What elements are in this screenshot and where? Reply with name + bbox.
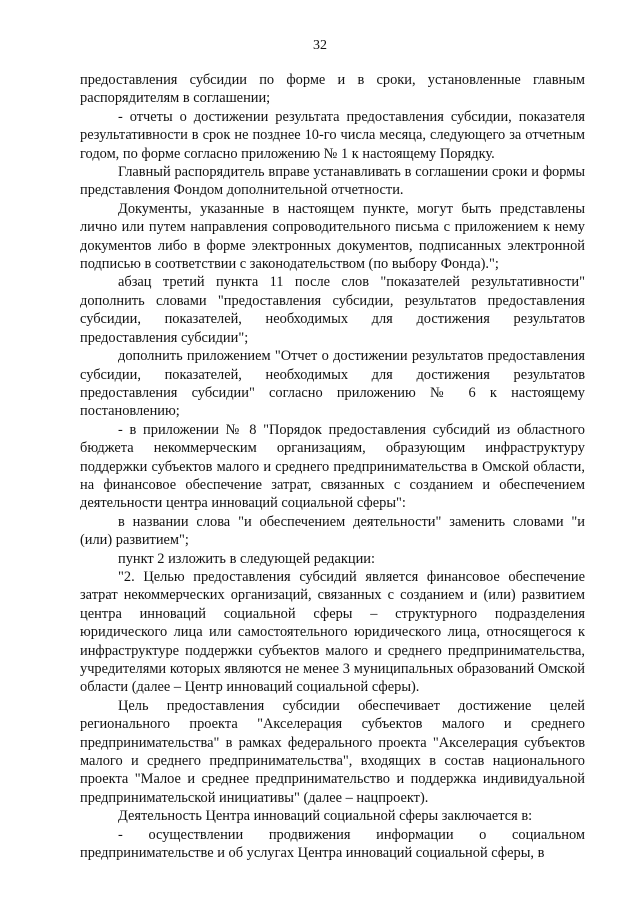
paragraph-add-appendix: дополнить приложением "Отчет о достижении результатов предоставления субсидии, показателей, необходимых для достижения результатов предоставления субсидии" согласно приложению № 6 к настоящему постановлению; [80, 348, 585, 420]
paragraph-title-change: в названии слова "и обеспечением деятельности" заменить словами "и (или) развитием"; [80, 513, 585, 549]
paragraph-goal: Цель предоставления субсидии обеспечивает достижение целей регионального проекта "Акселерация субъектов малого и среднего предпринимательства" в рамках федерального проекта "Акселерация субъектов малого и среднего предпринимательства", входящих в состав национального проекта "Малое и среднее предпринимательство и поддержка индивидуальной предпринимательской инициативы" (далее – нацпроект). [80, 697, 585, 806]
document-body [80, 71, 585, 862]
paragraph-reports: - отчеты о достижении результата предоставления субсидии, показателя результативности в срок не позднее 10-го числа месяца, следующего за отчетным годом, по форме согласно приложению № 1 к настоящему Порядку. [80, 108, 585, 162]
paragraph-point-2-intro: пункт 2 изложить в следующей редакции: [118, 550, 375, 567]
paragraph-main-manager: Главный распорядитель вправе устанавливать в соглашении сроки и формы представления Фондом дополнительной отчетности. [80, 164, 585, 199]
page-number: 32 [313, 38, 327, 53]
paragraph-point-2-text: "2. Целью предоставления субсидий является финансовое обеспечение затрат некоммерческих организаций, связанных с созданием и (или) развитием центра инноваций социальной сферы – структурного подразделения юридического лица или самостоятельного юридического лица, относящегося к инфраструктуре поддержки субъектов малого и среднего предпринимательства, учредителями которых являются не менее 3 муниципальных образований Омской области (далее – Центр инноваций социальной сферы). [80, 568, 585, 696]
paragraph-appendix-8: - в приложении № 8 "Порядок предоставления субсидий из областного бюджета некоммерческим организациям, образующим инфраструктуру поддержки субъектов малого и среднего предпринимательства в Омской области, на финансовое обеспечение затрат, связанных с созданием и обеспечением деятельности центра инноваций социальной сферы": [80, 421, 585, 512]
paragraph-amendment-11: абзац третий пункта 11 после слов "показателей результативности" дополнить словами "предоставления субсидии, результатов предоставления субсидии, показателей, необходимых для достижения результатов предоставления субсидии"; [80, 274, 585, 346]
paragraph-documents: Документы, указанные в настоящем пункте, могут быть представлены лично или путем направления сопроводительного письма с приложением к нему документов либо в форме электронных документов, подписанных электронной подписью в соответствии с законодательством (по выбору Фонда)."; [80, 200, 585, 273]
paragraph-activity: Деятельность Центра инноваций социальной сферы заключается в: [118, 808, 533, 825]
paragraph-activity-item: - осуществлении продвижения информации о социальном предпринимательстве и об услугах Центра инноваций социальной сферы, в [80, 826, 585, 862]
paragraph-continuation: предоставления субсидии по форме и в сроки, установленные главным распорядителям в соглашении; [80, 72, 585, 107]
